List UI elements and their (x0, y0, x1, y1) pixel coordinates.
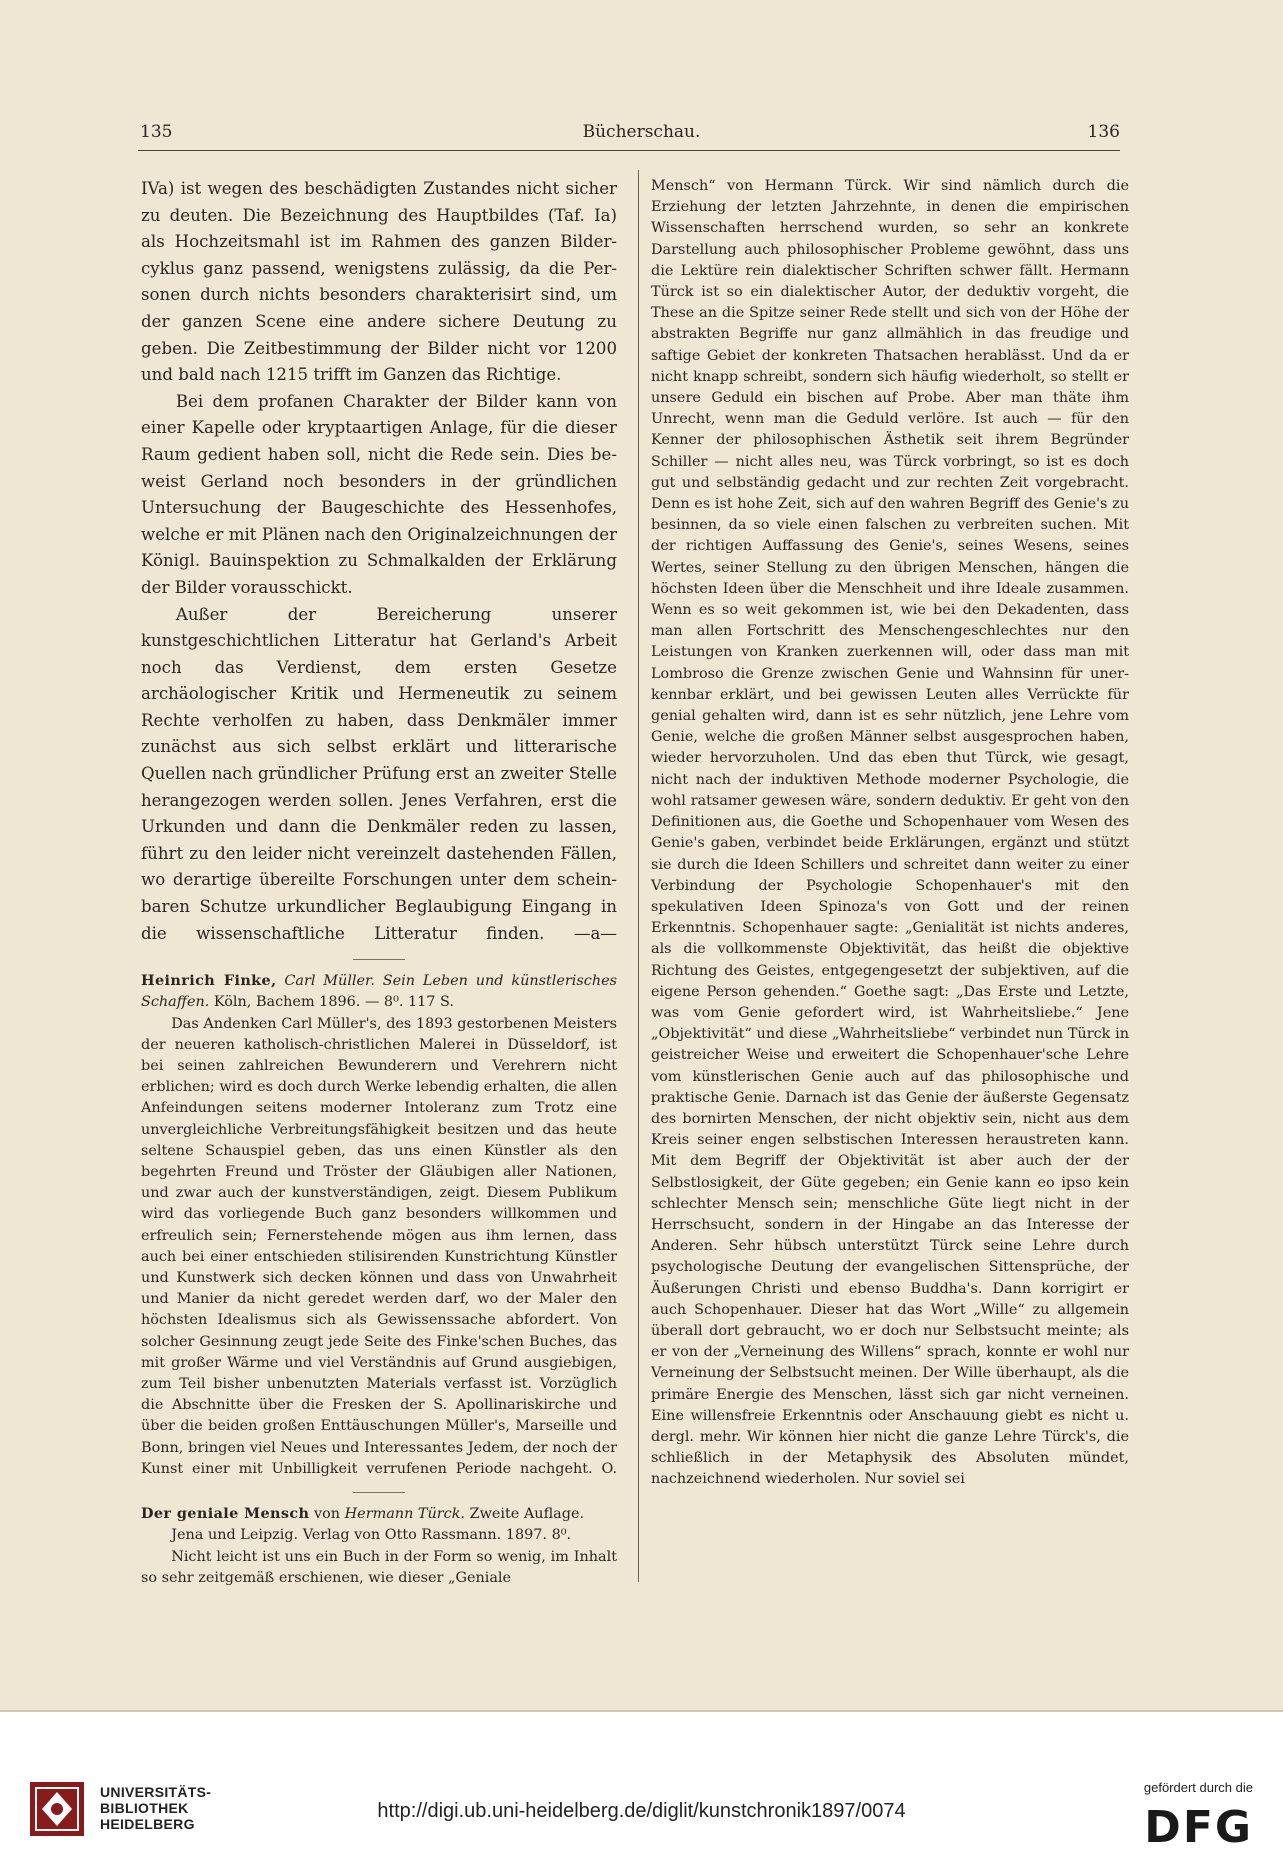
left-paragraph-3 (141, 602, 617, 948)
review-2-publication: Jena und Leipzig. Verlag von Otto Rassmann. 1897. 8⁰. (171, 1527, 572, 1544)
page-number-right: 136 (1087, 122, 1120, 142)
institution-line-3: HEIDELBERG (100, 1816, 195, 1832)
left-paragraph-1: IVa) ist wegen des beschädigten Zustandes nicht sicher zu deuten. Die Bezeichnung des Hauptbildes (Taf. Ia) als Hochzeitsmahl ist im Rahmen des ganzen Bildercyklus ganz passend, wenigstens zulässig, da die Personen durch nichts besonders charakterisirt sind, um der ganzen Scene eine andere sichere Deutung zu geben. Die Zeitbestimmung der Bilder nicht vor 1200 und bald nach 1215 trifft im Ganzen das Richtige. (141, 179, 617, 385)
review-1-text: Das Andenken Carl Müller's, des 1893 gestorbenen Meisters der neueren katholisch-christlichen Malerei in Düsseldorf, ist bei seinen zahlreichen Bewunderern und Verehrern nicht erblichen; wird es doch durch Werke lebendig erhalten, die allen Anfeindungen seitens moderner Intoleranz zum Trotz eine unvergleichliche Verbreitungsfähigkeit besitzen und das heute seltene Schauspiel geben, das uns einen Künstler als den begehrten Freund und Tröster der Gläubigen aller Nationen, und zwar auch der kunstverständigen, zeigt. Diesem Publikum wird das vorliegende Buch ganz besonders willkommen und erfreulich sein; Fernerstehende mögen aus ihm lernen, dass auch bei einer entschieden stilisirenden Kunstrichtung Künstler und Kunstwerk sich decken können und dass von Unwahrheit und Manier da nicht geredet werden darf, wo der Maler den höchsten Idealismus sich als Gewissenssache abfordert. Von solcher Gesinnung zeugt jede Seite des Finke'schen Buches, das mit großer Wärme und viel Verständnis auf Grund ausgiebigen, zum Teil bisher unbenutzten Materials verfasst ist. Vorzüglich die Abschnitte über die Fresken der S. Apollinariskirche und über die beiden großen Enttäuschungen Müller's, Marseille und Bonn, bringen viel Neues und Interessantes Jedem, der noch der Kunst einer mit Unbilligkeit verrufenen Periode nachgeht. (141, 1015, 617, 1477)
signature-o: O. (601, 1460, 618, 1477)
signature-a: —a— (573, 923, 617, 943)
right-column-text: Mensch“ von Hermann Türck. Wir sind nämlich durch die Erziehung der letzten Jahrzehnte, in denen die empirischen Wissenschaften herrschend wurden, so sehr an konkrete Darstellung auch philosophischer Probleme gewöhnt, dass uns die Lektüre rein dialektischer Schriften schwer fällt. Hermann Türck ist so ein dialektischer Autor, der deduktiv vorgeht, die These an die Spitze seiner Rede stellt und sich von der Höhe der abstrakten Begriffe nur ganz allmählich in das freudige und saftige Gebiet der konkreten Thatsachen herablässt. Und da er nicht knapp schreibt, sondern sich häufig wiederholt, so stellt er unsere Geduld ein bischen auf Probe. Aber man thäte ihm Unrecht, wenn man die Geduld verlöre. Ist auch — für den Kenner der philosophischen Ästhetik seit ihrem Begründer Schiller — nicht alles neu, was Türck vorbringt, so ist es doch gut und selbständig gedacht und zur rechten Zeit vorgebracht. Denn es ist hohe Zeit, sich auf den wahren Begriff des Genie's zu besinnen, da so viele einen falschen zu verbreiten suchen. Mit der richtigen Auffassung des Genie's, seines Wesens, seines Wertes, seiner Stellung zu den übrigen Menschen, hängen die höchsten Ideen über die Menschheit und ihre Ideale zusammen. Wenn es so weit gekommen ist, wie bei den Dekadenten, dass man allen Fortschritt des Menschengeschlechtes nur den Leistungen von Kranken zuerkennen will, oder dass man mit Lombroso die Grenze zwischen Genie und Wahnsinn für unerkennbar erklärt, und bei gewissen Leuten alles Verrückte für genial gehalten wird, dann ist es sehr nützlich, jene Lehre vom Genie, welche die großen Männer selbst ausgesprochen haben, wieder hervorzuholen. Und das eben thut Türck, wie gesagt, nicht nach der induktiven Methode moderner Psychologie, die wohl ratsamer gewesen wäre, sondern deduktiv. Er geht von den Definitionen aus, die Goethe und Schopenhauer vom Wesen des Genie's gaben, verbindet beide Erklärungen, ergänzt und stützt sie durch die Ideen Schillers und schreitet dann weiter zu einer Verbindung der Psychologie Schopenhauer's mit den spekulativen Ideen Spinoza's von Gott und der reinen Erkenntnis. Schopenhauer sagte: „Genialität ist nichts anderes, als die vollkommenste Objektivität, das heißt die objektive Richtung des Geistes, entgegengesetzt der subjektiven, auf die eigene Person gehenden.“ Goethe sagt: „Das Erste und Letzte, was vom Genie gefordert wird, ist Wahrheitsliebe.“ Jene „Objektivität“ und diese „Wahrheitsliebe“ verbindet nun Türck in geistreicher Weise und erweitert die Schopenhauer'sche Lehre vom künstlerischen Genie auch auf das philosophische und praktische Genie. Darnach ist das Genie der äußerste Gegensatz des bornirten Menschen, der nicht objektiv sein, nicht aus dem Kreis seiner engen selbstischen Interessen heraustreten kann. Mit dem Begriff der Objektivität ist aber auch der der Selbstlosigkeit, der Güte gegeben; ein Genie kann eo ipso kein schlechter Mensch sein; menschliche Güte liegt nicht in der Herrschsucht, sondern in der Hingabe an das Interesse der Anderen. Sehr hübsch unterstützt Türck seine Lehre durch psychologische Deutung der evangelischen Sittensprüche, der Äußerungen Christi und ebenso Buddha's. Dann korrigirt er auch Schopenhauer. Dieser hat das Wort „Wille“ zu allgemein überall dort gebraucht, wo er doch nur Selbstsucht meinte; als er von der „Verneinung des Willens“ sprach, konnte er wohl nur Verneinung der Selbstsucht meinen. Der Wille überhaupt, als die primäre Energie des Menschen, lässt sich gar nicht verneinen. Eine willensfreie Erkenntnis oder Anschauung giebt es nicht u. dergl. mehr. Wir können hier nicht die ganze Lehre Türck's, die schließlich in der Metaphysik des Absoluten mündet, nachzeichnend wiederholen. Nur soviel sei (651, 178, 1129, 1488)
review-2-text: Nicht leicht ist uns ein Buch in der Form so wenig, im Inhalt so sehr zeitgemäß erschienen, wie dieser „Geniale (141, 1548, 617, 1586)
right-column (651, 176, 1129, 1491)
footer-bar (0, 1710, 1283, 1859)
separator-rule (353, 1492, 405, 1493)
institution-line-1: UNIVERSITÄTS- (100, 1784, 212, 1800)
source-url[interactable]: http://digi.ub.uni-heidelberg.de/diglit/kunstchronik1897/0074 (377, 1800, 906, 1822)
review-2-von: von (313, 1506, 341, 1523)
left-paragraph-3-text: Außer der Bereicherung unserer kunstgeschichtlichen Litteratur hat Gerland's Arbeit noch das Verdienst, dem ersten Gesetze archäologischer Kritik und Hermeneutik zu seinem Rechte verholfen zu haben, dass Denkmäler immer zunächst aus sich selbst erklärt und litterarische Quellen nach gründlicher Prüfung erst an zweiter Stelle herangezogen werden sollen. Jenes Verfahren, erst die Urkunden und dann die Denkmäler reden zu lassen, führt zu den leider nicht vereinzelt dastehenden Fällen, wo derartige übereilte Forschungen unter dem scheinbaren Schutze urkundlicher Beglaubigung Eingang in die wissenschaftliche Litteratur finden. (141, 604, 617, 943)
review-1-publication: Köln, Bachem 1896. — 8⁰. 117 S. (213, 994, 454, 1011)
funded-by-label: gefördert durch die (1143, 1780, 1253, 1795)
column-divider (638, 170, 639, 1582)
institution-line-2: BIBLIOTHEK (100, 1800, 189, 1816)
review-1-body (141, 1014, 617, 1480)
left-column (141, 176, 617, 1589)
review-1-heading (141, 970, 617, 1013)
header-rule (138, 150, 1120, 151)
review-2-author: Hermann Türck. (344, 1506, 466, 1523)
review-2-title: Der geniale Mensch (141, 1505, 310, 1523)
review-2-heading (141, 1503, 617, 1525)
review-1-author: Heinrich Finke, (141, 972, 277, 990)
dfg-logo: DFG (1144, 1802, 1253, 1853)
page-number-left: 135 (140, 122, 173, 142)
separator-rule (353, 959, 405, 960)
left-paragraph-2: Bei dem profanen Charakter der Bilder kann von einer Kapelle oder kryptaartigen Anlage, für die dieser Raum gedient haben soll, nicht die Rede sein. Dies beweist Gerland noch besonders in der gründlichen Untersuchung der Baugeschichte des Hessenhofes, welche er mit Plänen nach den Originalzeichnungen der Königl. Bauinspektion zu Schmalkalden der Erklärung der Bilder vorausschickt. (141, 391, 617, 597)
review-1-title: Carl Müller. Sein Leben und künstlerisches Schaffen. (141, 973, 618, 1011)
running-title: Bücherschau. (582, 122, 701, 142)
review-2-edition: Zweite Auflage. (469, 1506, 585, 1523)
running-header (0, 122, 1283, 146)
